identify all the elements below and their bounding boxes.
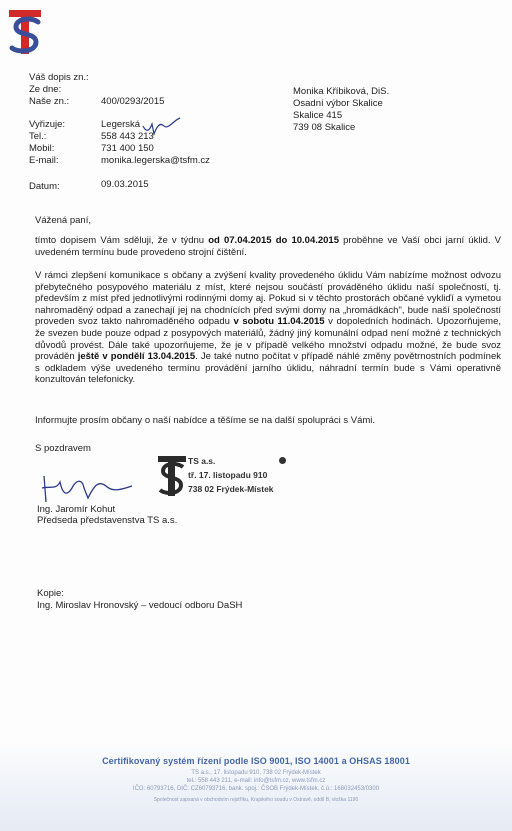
datum-value: 09.03.2015 bbox=[101, 179, 149, 190]
cleaning-week-dates: od 07.04.2015 do 10.04.2015 bbox=[208, 235, 339, 246]
handwritten-signature-icon bbox=[38, 468, 138, 508]
ze-dne-label: Ze dne: bbox=[29, 84, 62, 95]
stamp-logo-icon bbox=[157, 455, 187, 497]
footer-bank: IČO: 60793716, DIČ: CZ60793716, bank. spoj.: ČSOB Frýdek-Místek, č.ú.: 168032453/0300 bbox=[132, 786, 380, 792]
nase-zn-value: 400/0293/2015 bbox=[101, 96, 165, 107]
mobil-label: Mobil: bbox=[29, 143, 55, 154]
nase-zn-label: Naše zn.: bbox=[29, 96, 70, 107]
salutation: Vážená paní, bbox=[35, 215, 91, 226]
stamp-company: TS a.s. bbox=[188, 456, 216, 466]
collection-date: v sobotu 11.04.2015 bbox=[233, 316, 325, 328]
company-logo-icon bbox=[8, 8, 42, 56]
vyrizuje-value: Legerská bbox=[101, 119, 141, 130]
paragraph-offer: V rámci zlepšení komunikace s občany a zvýšení kvality provedeného úklidu Vám nabízíme možnost odvozu přebytečného posypového materiálu z míst, které nejsou součástí prováděného úklidu naší společností, tj. především z míst před jednotlivými rodinnými domy aj. Pokud si v těchto prostorách občané vykliďí a vymetou nahromaděný odpad a zanechají jej na chodnících před svými domy na „hromádkách", bude naší společností proveden svoz takto nahromaděného odpadu v sobotu 11.04.2015 v dopoledních hodinách. Upozorňujeme, že svezen bude pouze odpad z posypových materiálů, žádný jiný komunální odpad není možné z technických důvodů provést. Dále také upozorňujeme, že je v případě velkého množství odpadu možné, že bude svoz prováděn ještě v pondělí 13.04.2015. Je také nutno počítat v případě náhlé změny povětrnostních podmínek s odkladem výše uvedeného termínu provádění jarního úklidu, náhradní termín bude s Vámi operativně konzultován telefonicky. bbox=[35, 270, 502, 386]
footer-registry: Společnost zapsaná v obchodním rejstříku, Krajského soudu v Ostravě, oddíl B, vložka 1190 bbox=[153, 797, 359, 803]
recipient-org: Osadní výbor Skalice bbox=[293, 98, 383, 109]
paragraph-intro: tímto dopisem Vám sděluji, že v týdnu od 07.04.2015 do 10.04.2015 proběhne ve Vaší obci jarní úklid. V uvedeném termínu bude provedeno strojní čištění. bbox=[35, 235, 501, 258]
signatory-name: Ing. Jaromír Kohut bbox=[37, 504, 116, 515]
stamp-street: tř. 17. listopadu 910 bbox=[188, 470, 268, 480]
mobil-value: 731 400 150 bbox=[101, 143, 154, 154]
recipient-street: Skalice 415 bbox=[293, 110, 343, 121]
stamp-city: 738 02 Frýdek-Místek bbox=[188, 484, 274, 494]
paragraph-closing: Informujte prosím občany o naší nabídce a těšíme se na další spolupráci s Vámi. bbox=[35, 415, 376, 426]
copy-recipient: Ing. Miroslav Hronovský – vedoucí odboru DaSH bbox=[37, 600, 243, 611]
vyrizuje-label: Vyřizuje: bbox=[29, 119, 66, 130]
certification-line: Certifikovaný systém řízení podle ISO 9001, ISO 14001 a OHSAS 18001 bbox=[102, 756, 410, 766]
signatory-title: Předseda představenstva TS a.s. bbox=[37, 515, 178, 526]
footer-address: TS a.s., 17. listopadu 910, 738 02 Frýdek-Místek bbox=[191, 770, 321, 776]
datum-label: Datum: bbox=[29, 181, 60, 192]
recipient-city: 739 08 Skalice bbox=[293, 122, 356, 133]
recipient-name: Monika Kříbiková, DiS. bbox=[293, 86, 390, 97]
tel-label: Tel.: bbox=[29, 131, 47, 142]
email-label: E-mail: bbox=[29, 155, 59, 166]
vas-dopis-label: Váš dopis zn.: bbox=[29, 72, 89, 83]
closing-greeting: S pozdravem bbox=[35, 443, 91, 454]
backup-collection-date: ještě v pondělí 13.04.2015 bbox=[77, 351, 196, 363]
footer-contact: tel.: 558 443 211, e-mail: info@tsfm.cz, www.tsfm.cz bbox=[186, 778, 326, 784]
email-value: monika.legerska@tsfm.cz bbox=[101, 155, 210, 166]
copy-label: Kopie: bbox=[37, 588, 64, 599]
stamp-registered-icon bbox=[279, 457, 286, 464]
tel-value: 558 443 213 bbox=[101, 131, 154, 142]
